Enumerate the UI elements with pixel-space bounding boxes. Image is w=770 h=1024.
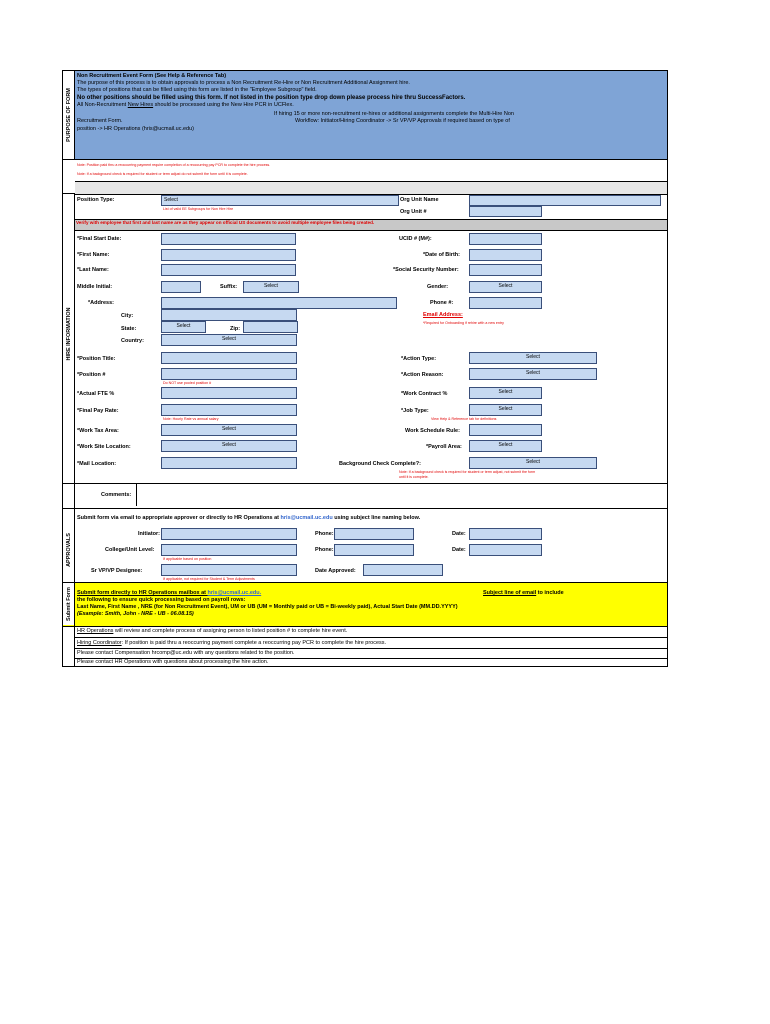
hire-side-label: HIRE INFORMATION [66, 307, 72, 361]
college-field[interactable] [161, 544, 297, 556]
phone1-field[interactable] [334, 528, 414, 540]
final-start-date-label: *Final Start Date: [77, 236, 122, 242]
ucid-label: UCID # (M#): [399, 236, 432, 242]
payroll-area-label: *Payroll Area: [426, 444, 462, 450]
middle-initial-label: Middle Initial: [77, 284, 113, 290]
footer-line2-text: : If position is paid thru a reoccurring payment complete a reoccurring pay PCR to complete the hire process. [121, 640, 387, 646]
background-hint-2: until it is complete. [399, 475, 429, 479]
position-type-select[interactable]: Select [161, 195, 399, 206]
date2-label: Date: [452, 547, 466, 553]
city-label: City: [121, 313, 134, 319]
final-start-date-field[interactable] [161, 233, 296, 245]
work-tax-area-select[interactable]: Select [161, 424, 297, 436]
submit-side-label: Submit Form [66, 587, 72, 621]
phone2-field[interactable] [334, 544, 414, 556]
approvals-submit-text [77, 515, 420, 522]
action-type-select[interactable]: Select [469, 352, 597, 364]
work-schedule-rule-field[interactable] [469, 424, 542, 436]
zip-field[interactable] [243, 321, 298, 333]
purpose-line6b: Workflow: Initiator/Hiring Coordinator -> Sr VP/VP Approvals if required based on type of [295, 118, 510, 124]
city-field[interactable] [161, 309, 297, 321]
org-unit-num-field[interactable] [469, 206, 542, 217]
date-approved-field[interactable] [363, 564, 443, 576]
first-name-label: *First Name: [77, 252, 110, 258]
approvals-side-label: APPROVALS [66, 533, 72, 567]
approvals-submit-pre: Submit form via email to appropriate approver or directly to HR Operations at [77, 515, 281, 521]
middle-initial-field[interactable] [161, 281, 201, 293]
srvp-field[interactable] [161, 564, 297, 576]
address-field[interactable] [161, 297, 397, 309]
srvp-label: Sr VP/VP Designee: [91, 568, 143, 574]
purpose-line7: position -> HR Operations (hris@ucmail.uc.edu) [77, 126, 195, 132]
comments-label: Comments: [101, 492, 132, 498]
position-title-label: *Position Title: [77, 356, 116, 362]
job-type-select[interactable]: Select [469, 404, 542, 416]
purpose-line4-post: should be processed using the New Hire PCR in UCFlex. [153, 102, 294, 108]
verify-text: Verify with employee that first and last name are as they appear on official US documents to avoid multiple employee files being created. [76, 220, 375, 225]
comments-field[interactable] [136, 484, 667, 506]
ssn-field[interactable] [469, 264, 542, 276]
purpose-line1: The purpose of this process is to obtain approvals to process a Non Recruitment Re-Hire or Non Recruitment Additional Assignment hire. [77, 80, 410, 86]
purpose-line2: The types of positions that can be filled using this form are listed in the "Employee Subgroup" field. [77, 87, 317, 93]
subject-line-suffix: to include [536, 590, 564, 596]
ucid-field[interactable] [469, 233, 542, 245]
country-label: Country: [121, 338, 144, 344]
phone2-label: Phone: [315, 547, 334, 553]
phone-field[interactable] [469, 297, 542, 309]
state-select[interactable]: Select [161, 321, 206, 333]
position-num-field[interactable] [161, 368, 297, 380]
date1-field[interactable] [469, 528, 542, 540]
pay-rate-hint: Note: Hourly Rate vs annual salary [163, 417, 219, 421]
org-unit-name-label: Org Unit Name [400, 197, 439, 203]
action-reason-select[interactable]: Select [469, 368, 597, 380]
submit-line3: Last Name, First Name , NRE (for Non Recruitment Event), UM or UB (UM = Monthly paid or UB = Bi-weekly paid), Actual Start Date (MM.DD.YYYY) [77, 604, 458, 610]
work-schedule-rule-label: Work Schedule Rule: [405, 428, 460, 434]
purpose-line4 [77, 102, 294, 109]
email-hint: *Required for Onboarding if rehire with a new entry [423, 321, 504, 325]
nre-form [62, 70, 668, 667]
zip-label: Zip: [230, 326, 241, 332]
final-pay-rate-field[interactable] [161, 404, 297, 416]
footer-divider-1 [75, 637, 667, 638]
payroll-area-select[interactable]: Select [469, 440, 542, 452]
comments-sidebar [63, 483, 75, 507]
subject-line-label: Subject line of email [483, 590, 537, 596]
submit-email-link[interactable]: hris@ucmail.uc.edu. [207, 590, 262, 596]
purpose-line5: If hiring 15 or more non-recruitment re-hires or additional assignments complete the Multi-Hire Non [274, 111, 514, 117]
position-type-label: Position Type: [77, 197, 115, 203]
background-hint-1: Note: If a background check is required for student or term adjust, not submit the form [399, 470, 536, 474]
position-type-hint: List of valid EE Subgroups for Non Hire Hire [163, 207, 234, 211]
purpose-heading: Non Recruitment Event Form (See Help & Reference Tab) [77, 73, 227, 79]
action-reason-label: *Action Reason: [401, 372, 444, 378]
footer-line1 [77, 628, 347, 635]
work-site-location-select[interactable]: Select [161, 440, 297, 452]
footer-sidebar [63, 625, 75, 667]
suffix-label: Suffix: [220, 284, 238, 290]
footer-line3: Please contact Compensation hrcomp@uc.edu with any questions related to the position. [77, 650, 295, 656]
college-label: College/Unit Level: [105, 547, 155, 553]
gender-label: Gender: [427, 284, 449, 290]
purpose-line4-pre: All Non-Recruitment [77, 102, 128, 108]
action-type-label: *Action Type: [401, 356, 437, 362]
position-num-hint: Do NOT use pooled position # [163, 381, 212, 385]
college-hint: If applicable based on position [163, 557, 212, 561]
work-contract-select[interactable]: Select [469, 387, 542, 399]
work-tax-area-label: *Work Tax Area: [77, 428, 119, 434]
actual-fte-field[interactable] [161, 387, 297, 399]
note-reoccurring-pay: Note: Position paid thru a reoccurring payment require completion of a reoccurring pay PCR to complete the hire process. [77, 163, 271, 167]
first-name-field[interactable] [161, 249, 296, 261]
last-name-field[interactable] [161, 264, 296, 276]
background-check-select[interactable]: Select [469, 457, 597, 469]
final-pay-rate-label: *Final Pay Rate: [77, 408, 119, 414]
country-select[interactable]: Select [161, 334, 297, 346]
date2-field[interactable] [469, 544, 542, 556]
last-name-label: *Last Name: [77, 267, 109, 273]
submit-line2: the following to ensure quick processing based on payroll rows: [77, 597, 246, 603]
suffix-select[interactable]: Select [243, 281, 299, 293]
initiator-label: Initiator: [138, 531, 160, 537]
date-approved-label: Date Approved: [315, 568, 356, 574]
footer-divider-2 [75, 648, 667, 649]
section-divider [75, 181, 667, 195]
footer-line2 [77, 640, 386, 647]
dob-label: *Date of Birth: [423, 252, 460, 258]
mail-location-field[interactable] [161, 457, 297, 469]
mail-location-label: *Mail Location: [77, 461, 117, 467]
footer-line1-text: will review and complete process of assigning person to listed position # to complete hire event. [113, 628, 348, 634]
note-background-check: Note: If a background check is required for student or term adjust do not submit the form until it is complete. [77, 172, 248, 176]
purpose-side-label: PURPOSE OF FORM [66, 88, 72, 142]
purpose-line3: No other positions should be filled using this form. If not listed in the position type drop down please process hire thru SuccessFactors. [77, 95, 466, 101]
footer-hr-operations: HR Operations [77, 628, 114, 634]
gender-select[interactable]: Select [469, 281, 542, 293]
state-label: State: [121, 326, 137, 332]
new-hires-link[interactable]: New Hires [127, 102, 154, 108]
position-num-label: *Position # [77, 372, 106, 378]
phone-label: Phone #: [430, 300, 454, 306]
phone1-label: Phone: [315, 531, 334, 537]
initiator-field[interactable] [161, 528, 297, 540]
actual-fte-label: *Actual FTE % [77, 391, 115, 397]
address-label: *Address: [88, 300, 114, 306]
purpose-line6a: Recruitment Form. [77, 118, 123, 124]
job-type-label: *Job Type: [401, 408, 429, 414]
org-unit-name-field[interactable] [469, 195, 661, 206]
approvals-submit-post: using subject line naming below. [332, 515, 421, 521]
hris-email-link[interactable]: hris@ucmail.uc.edu [280, 515, 333, 521]
submit-line1 [77, 590, 261, 597]
work-contract-label: *Work Contract % [401, 391, 448, 397]
footer-line4: Please contact HR Operations with questions about processing the hire action. [77, 659, 269, 665]
submit-line1-pre: Submit form directly to HR Operations mailbox at [77, 590, 208, 596]
dob-field[interactable] [469, 249, 542, 261]
footer-hiring-coordinator: Hiring Coordinator [77, 640, 122, 646]
submit-line4: (Example: Smith, John - NRE - UB - 06.08.15) [77, 611, 194, 617]
org-unit-num-label: Org Unit # [400, 209, 427, 215]
srvp-hint: If applicable, not required for Student & Term Adjustments [163, 577, 255, 581]
email-label: Email Address: [423, 312, 463, 318]
submit-line1-right [483, 590, 564, 597]
background-check-label: Background Check Complete?: [339, 461, 421, 467]
date1-label: Date: [452, 531, 466, 537]
ssn-label: *Social Security Number: [393, 267, 459, 273]
job-type-hint: View Help & Reference tab for definitions [431, 417, 497, 421]
position-title-field[interactable] [161, 352, 297, 364]
work-site-location-label: *Work Site Location: [77, 444, 131, 450]
